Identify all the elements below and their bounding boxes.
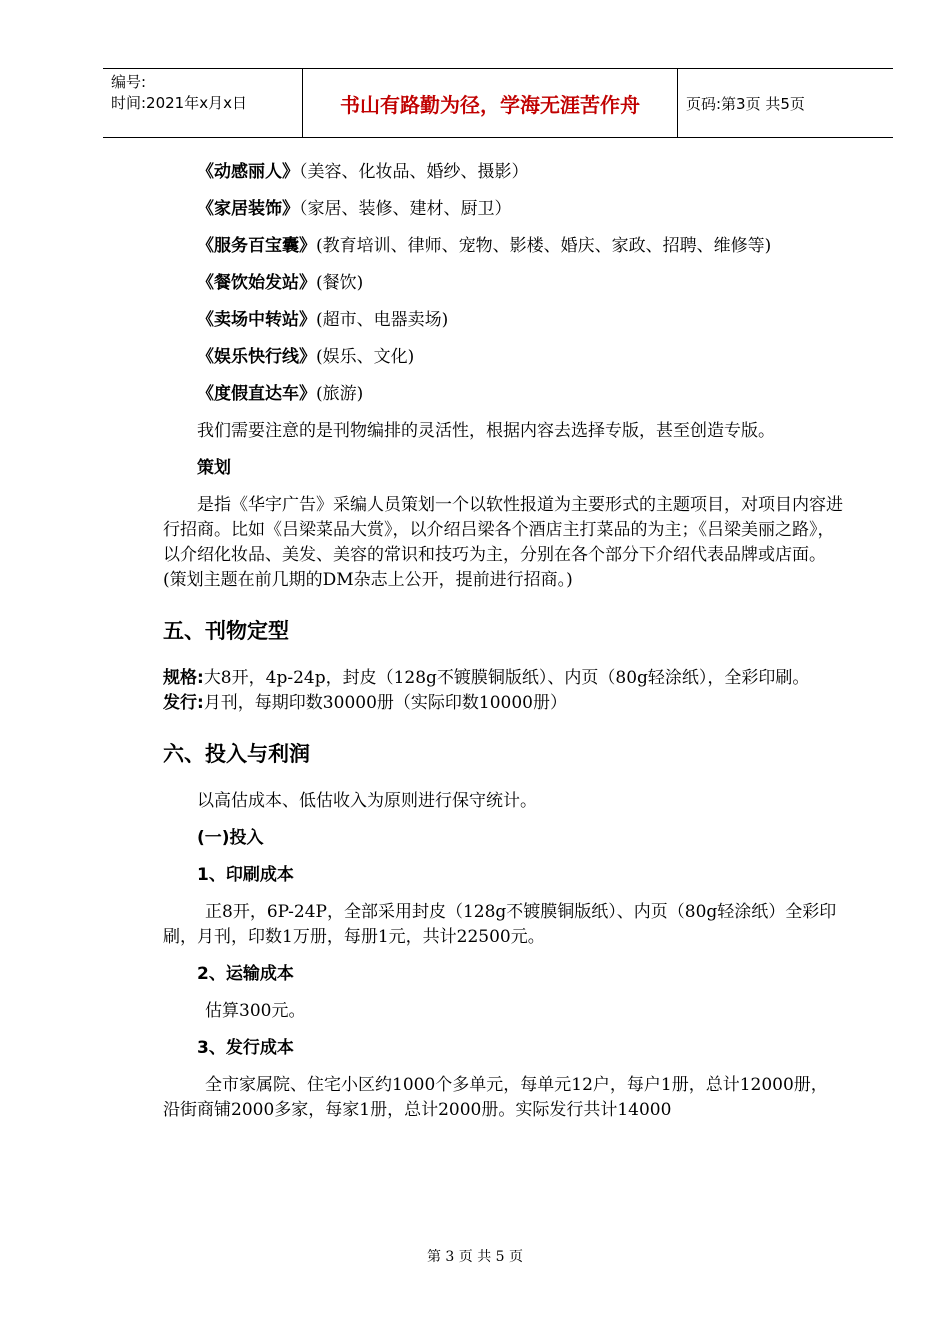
item-transport-cost-title: 2、运输成本 (197, 964, 294, 984)
issue-line: 发行:月刊，每期印数30000册（实际印数10000册） (163, 693, 567, 713)
planning-heading: 策划 (197, 458, 231, 478)
header-motto: 书山有路勤为径，学海无涯苦作舟 (303, 69, 678, 137)
flex-note: 我们需要注意的是刊物编排的灵活性，根据内容去选择专版，甚至创造专版。 (197, 421, 775, 441)
column-item: 《服务百宝囊》(教育培训、律师、宠物、影楼、婚庆、家政、招聘、维修等) (197, 236, 772, 256)
item-transport-cost-text: 估算300元。 (205, 1001, 306, 1021)
header-page-info: 页码:第3页 共5页 (686, 94, 805, 113)
document-body (163, 160, 843, 1135)
column-item: 《家居装饰》（家居、装修、建材、厨卫） (197, 199, 512, 219)
column-item: 《动感丽人》（美容、化妆品、婚纱、摄影） (197, 162, 529, 182)
column-item: 《度假直达车》(旅游) (197, 384, 364, 404)
column-item: 《卖场中转站》(超市、电器卖场) (197, 310, 449, 330)
subsection-investment: (一)投入 (197, 828, 264, 848)
section-6-title: 六、投入与利润 (163, 742, 310, 766)
item-print-cost-title: 1、印刷成本 (197, 865, 294, 885)
column-item: 《餐饮始发站》(餐饮) (197, 273, 364, 293)
item-distribution-cost-text: 全市家属院、住宅小区约1000个多单元，每单元12户，每户1册，总计12000册，沿街商铺2000多家，每家1册，总计2000册。实际发行共计14000 (163, 1075, 828, 1120)
header-meta (103, 69, 303, 137)
section-5-title: 五、刊物定型 (163, 619, 289, 643)
item-distribution-cost-title: 3、发行成本 (197, 1038, 294, 1058)
page-footer: 第 3 页 共 5 页 (426, 1249, 524, 1265)
planning-text: 是指《华宇广告》采编人员策划一个以软性报道为主要形式的主题项目，对项目内容进行招商。比如《吕梁菜品大赏》，以介绍吕梁各个酒店主打菜品的为主；《吕梁美丽之路》，以介绍化妆品、美发、美容的常识和技巧为主，分别在各个部分下介绍代表品牌或店面。(策划主题在前几期的DM杂志上公开，提前进行招商。) (163, 495, 843, 590)
item-print-cost-text: 正8开，6P-24P，全部采用封皮（128g不镀膜铜版纸）、内页（80g轻涂纸）全彩印刷，月刊，印数1万册，每册1元，共计22500元。 (163, 902, 837, 947)
page-header (103, 68, 893, 138)
document-number: 编号: (111, 73, 147, 91)
section-6-intro: 以高估成本、低估收入为原则进行保守统计。 (197, 791, 537, 811)
column-item: 《娱乐快行线》(娱乐、文化) (197, 347, 415, 367)
document-time: 时间:2021年x月x日 (111, 94, 247, 112)
spec-line: 规格:大8开，4p-24p，封皮（128g不镀膜铜版纸）、内页（80g轻涂纸），全彩印刷。 (163, 668, 810, 688)
